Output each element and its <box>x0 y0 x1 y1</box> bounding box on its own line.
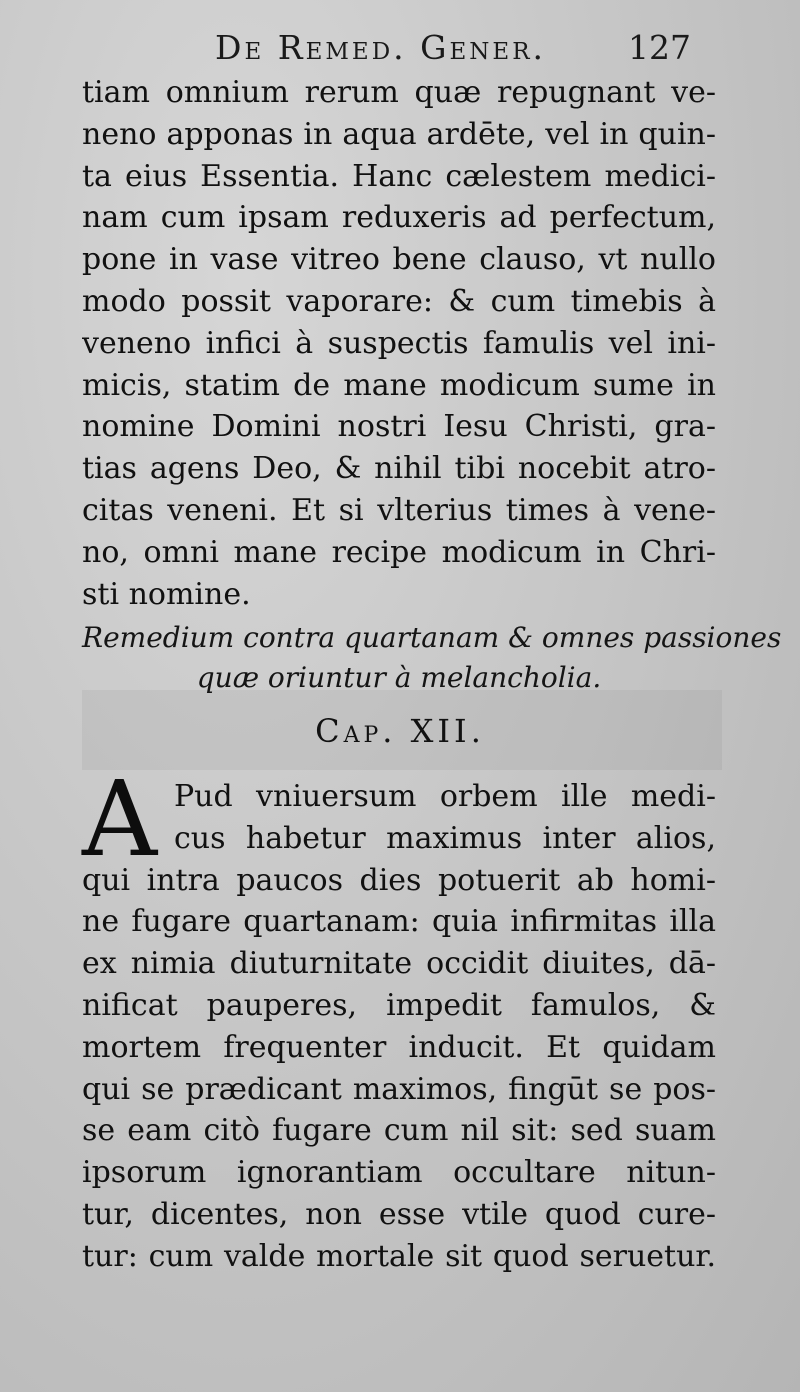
running-title: De Remed. Gener. <box>215 28 547 67</box>
text-line: sti nomine. <box>82 576 251 612</box>
rubric-line: Remedium contra quartanam & omnes passiones <box>82 621 782 654</box>
text-line: modo possit vaporare: & cum timebis à <box>82 283 716 319</box>
text-line: nificat pauperes, impedit famulos, & <box>82 987 716 1023</box>
text-line: tur, dicentes, non esse vtile quod cure- <box>82 1196 716 1232</box>
text-line: ipsorum ignorantiam occultare nitun- <box>82 1155 716 1191</box>
drop-cap: A <box>82 758 158 880</box>
text-line: ne fugare quartanam: quia infirmitas illa <box>82 904 716 940</box>
chapter-heading: Cap. XII. <box>315 712 485 750</box>
text-line: tur: cum valde mortale sit quod seruetur. <box>82 1238 716 1274</box>
text-line: qui intra paucos dies potuerit ab homi- <box>82 862 716 898</box>
text-line: cus habetur maximus inter alios, <box>174 820 716 856</box>
rubric-line: quæ oriuntur à melancholia. <box>196 661 602 694</box>
text-line: tiam omnium rerum quæ repugnant ve- <box>82 75 716 110</box>
text-line: pone in vase vitreo bene clauso, vt nullo <box>82 242 716 278</box>
text-line: nomine Domini nostri Iesu Christi, gra- <box>82 409 716 445</box>
text-line: no, omni mane recipe modicum in Chri- <box>82 534 716 570</box>
text-line: tias agens Deo, & nihil tibi nocebit atro- <box>82 451 716 487</box>
text-line: mortem frequenter inducit. Et quidam <box>82 1029 716 1065</box>
chapter-text <box>82 758 716 1278</box>
passage <box>82 72 716 615</box>
text-line: Pud vniuersum orbem ille medi- <box>174 779 716 814</box>
text-line: micis, statim de mane modicum sume in <box>82 367 716 403</box>
text-line: citas veneni. Et si vlterius times à vene- <box>82 492 716 528</box>
text-line: ex nimia diuturnitate occidit diuites, dā- <box>82 946 716 982</box>
text-line: neno apponas in aqua ardēte, vel in quin- <box>82 116 716 152</box>
page-header <box>0 28 800 76</box>
text-line: nam cum ipsam reduxeris ad perfectum, <box>82 200 716 236</box>
text-line: se eam citò fugare cum nil sit: sed suam <box>82 1113 716 1149</box>
text-line: ta eius Essentia. Hanc cælestem medici- <box>82 158 716 194</box>
text-line: qui se prædicant maximos, fingūt se pos- <box>82 1071 716 1107</box>
chapter-rubric <box>82 618 782 698</box>
text-line: veneno infici à suspectis famulis vel ini- <box>82 325 716 361</box>
page-number: 127 <box>628 28 691 67</box>
